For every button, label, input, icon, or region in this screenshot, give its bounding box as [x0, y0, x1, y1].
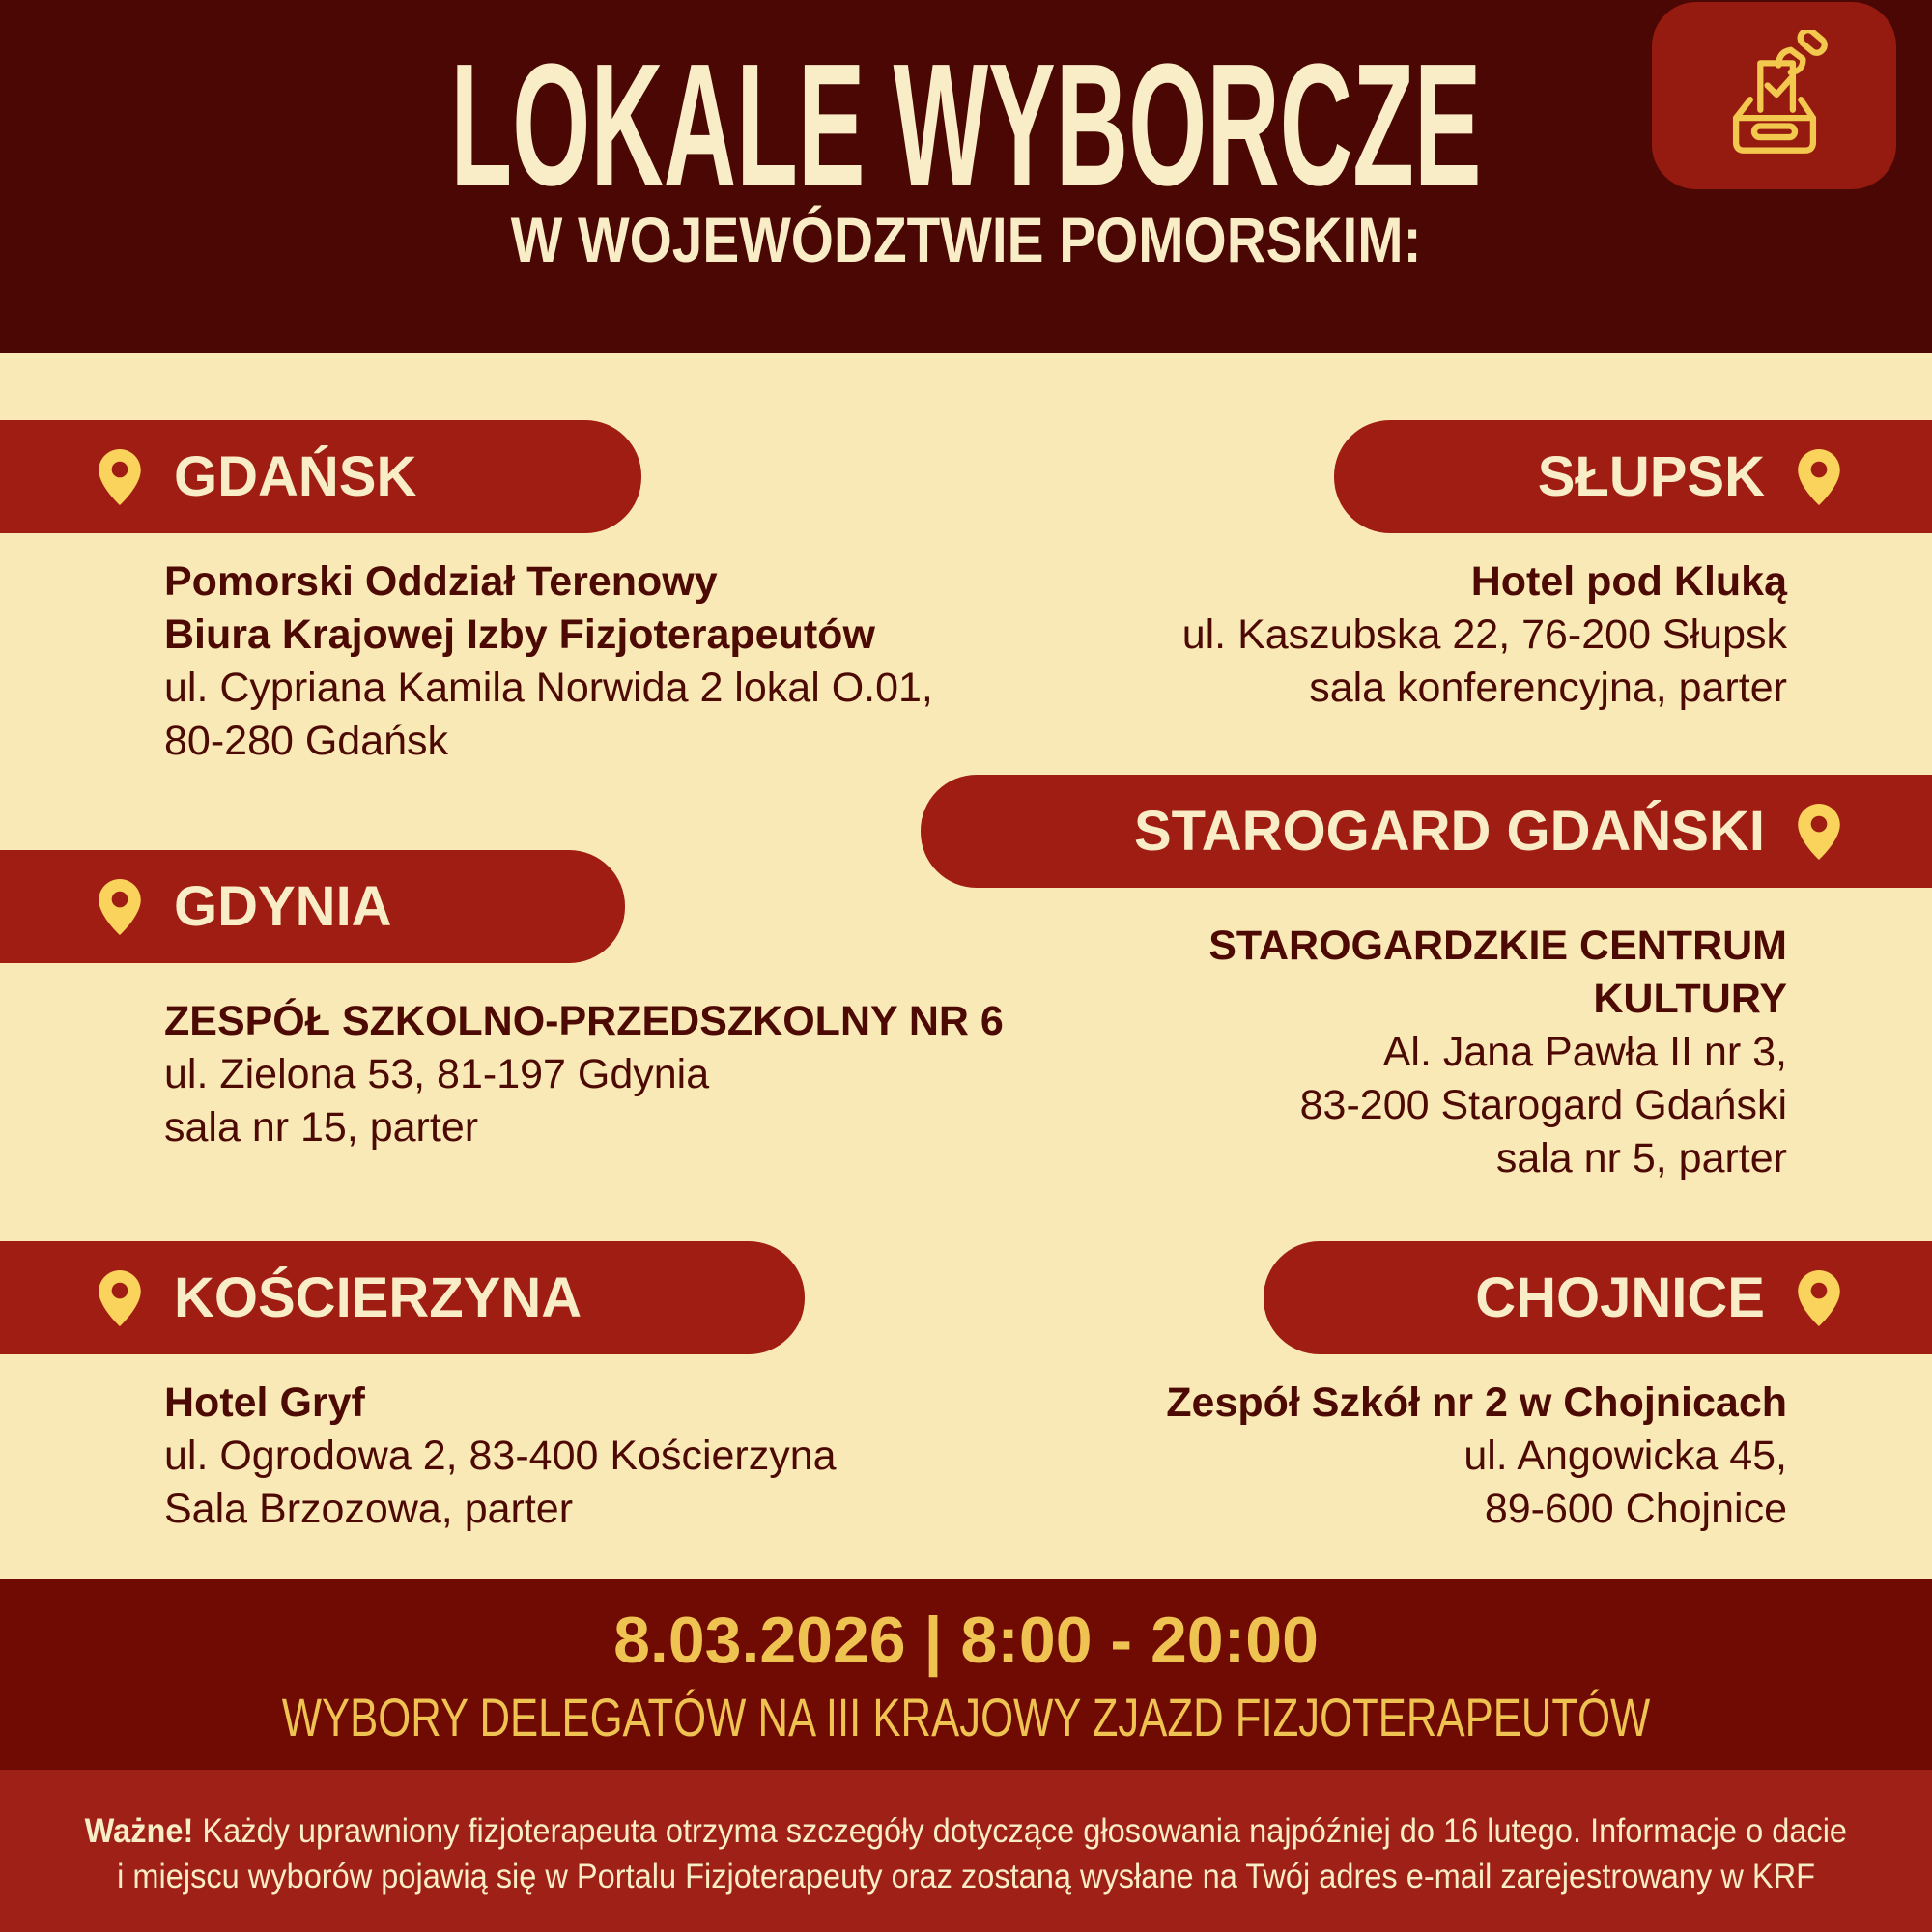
venue-line: Pomorski Oddział Terenowy: [164, 558, 718, 605]
address-line: ul. Cypriana Kamila Norwida 2 lokal O.01,: [164, 665, 933, 711]
address-line: sala konferencyjna, parter: [1309, 665, 1787, 711]
city-pill-chojnice: [1264, 1241, 1932, 1354]
city-pill-starogard-gdanski: [921, 775, 1932, 888]
location-block-gdansk: [164, 555, 933, 768]
header-band: [0, 0, 1932, 353]
map-pin-icon: [99, 449, 141, 505]
address-line: 89-600 Chojnice: [1484, 1486, 1787, 1532]
location-block-starogard-gdanski: [1208, 920, 1787, 1185]
map-pin-icon: [1798, 1270, 1840, 1326]
note-prefix: Ważne!: [84, 1812, 194, 1850]
map-pin-icon: [1798, 449, 1840, 505]
city-label: SŁUPSK: [1537, 445, 1765, 508]
ballot-box-icon: [1714, 30, 1835, 161]
address-line: sala nr 5, parter: [1495, 1135, 1787, 1181]
location-block-chojnice: [1166, 1377, 1787, 1536]
venue-line: STAROGARDZKIE CENTRUM: [1208, 923, 1787, 969]
venue-line: KULTURY: [1593, 976, 1787, 1022]
location-block-slupsk: [1182, 555, 1787, 715]
city-pill-koscierzyna: [0, 1241, 805, 1354]
map-pin-icon: [99, 879, 141, 935]
venue-line: Biura Krajowej Izby Fizjoterapeutów: [164, 611, 875, 658]
address-line: ul. Zielona 53, 81-197 Gdynia: [164, 1051, 710, 1097]
map-pin-icon: [1798, 804, 1840, 860]
note-line-2: i miejscu wyborów pojawią się w Portalu Fizjoterapeuty oraz zostaną wysłane na Twój adres e-mail zarejestrowany w KRF: [117, 1858, 1815, 1895]
city-pill-gdansk: [0, 420, 641, 533]
important-note: [0, 1808, 1932, 1899]
address-line: sala nr 15, parter: [164, 1104, 479, 1151]
election-date-time: 8.03.2026 | 8:00 - 20:00: [613, 1604, 1319, 1677]
city-label: STAROGARD GDAŃSKI: [1133, 800, 1765, 863]
page-title: LOKALE WYBORCZE: [450, 28, 1482, 222]
address-line: Al. Jana Pawła II nr 3,: [1382, 1029, 1787, 1075]
page-subtitle: W WOJEWÓDZTWIE POMORSKIM:: [510, 204, 1422, 275]
city-label: KOŚCIERZYNA: [174, 1266, 582, 1329]
address-line: ul. Ogrodowa 2, 83-400 Kościerzyna: [164, 1433, 837, 1479]
note-line-1: Ważne! Każdy uprawniony fizjoterapeuta otrzyma szczegóły dotyczące głosowania najpóźniej do 16 lutego. Informacje o dacie: [84, 1812, 1848, 1850]
city-label: CHOJNICE: [1475, 1266, 1765, 1329]
venue-line: Zespół Szkół nr 2 w Chojnicach: [1166, 1379, 1787, 1426]
venue-line: Hotel Gryf: [164, 1379, 365, 1426]
event-title: WYBORY DELEGATÓW NA III KRAJOWY ZJAZD FIZJOTERAPEUTÓW: [281, 1687, 1651, 1747]
city-pill-gdynia: [0, 850, 625, 963]
location-block-gdynia: [164, 995, 1004, 1154]
venue-line: ZESPÓŁ SZKOLNO-PRZEDSZKOLNY NR 6: [164, 998, 1004, 1044]
map-pin-icon: [99, 1270, 141, 1326]
city-label: GDYNIA: [174, 875, 392, 938]
location-block-koscierzyna: [164, 1377, 837, 1536]
address-line: ul. Kaszubska 22, 76-200 Słupsk: [1181, 611, 1787, 658]
address-line: 83-200 Starogard Gdański: [1299, 1082, 1787, 1128]
address-line: 80-280 Gdańsk: [164, 718, 449, 764]
address-line: ul. Angowicka 45,: [1463, 1433, 1787, 1479]
city-label: GDAŃSK: [174, 445, 417, 508]
address-line: Sala Brzozowa, parter: [164, 1486, 574, 1532]
city-pill-slupsk: [1334, 420, 1932, 533]
ballot-icon-tile: [1652, 2, 1896, 189]
footer-band: [0, 1770, 1932, 1932]
venue-line: Hotel pod Kluką: [1470, 558, 1787, 605]
schedule-band: [0, 1579, 1932, 1770]
